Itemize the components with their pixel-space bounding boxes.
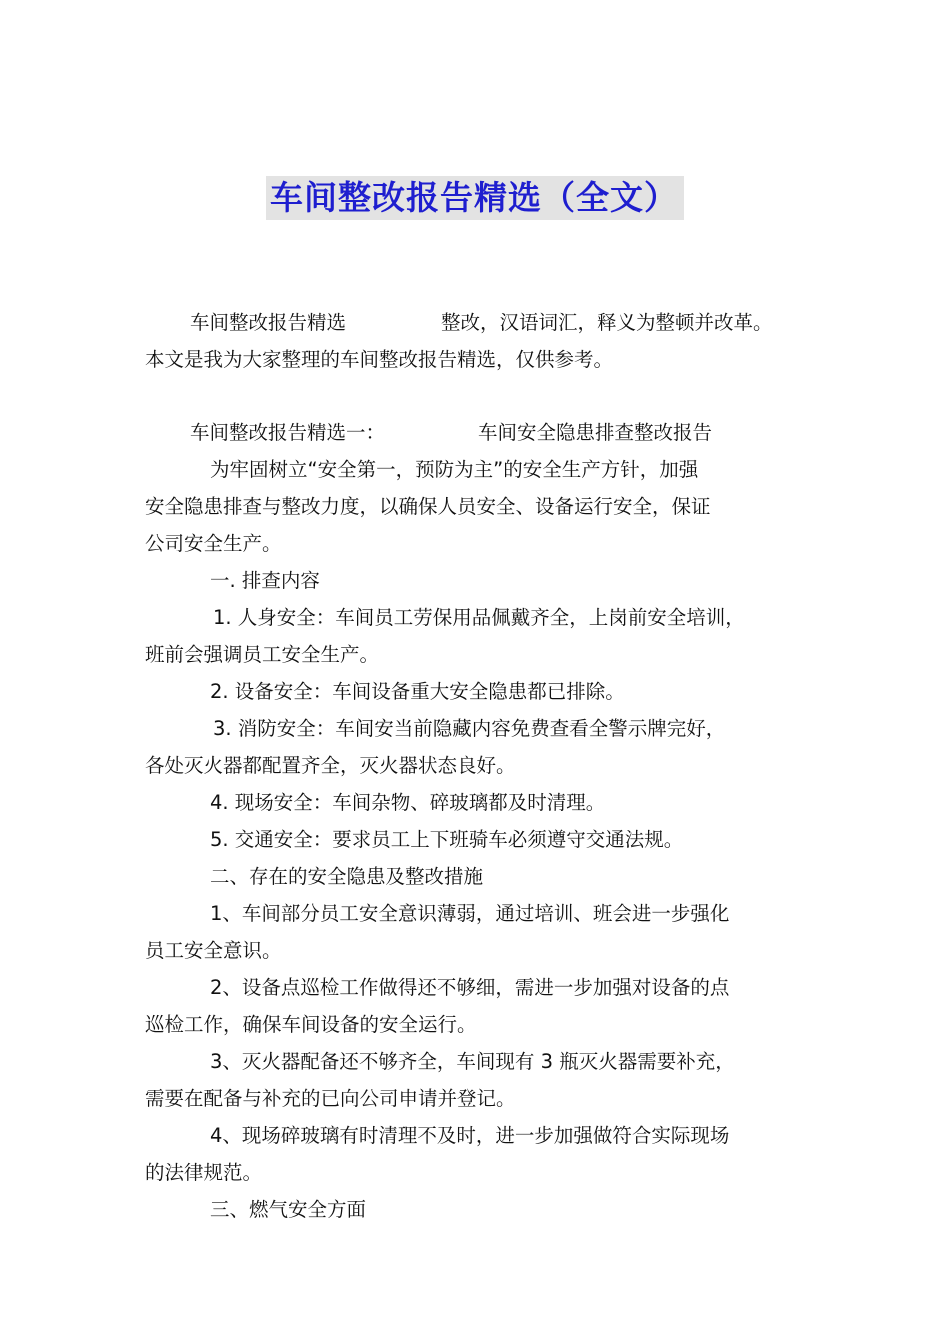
paragraph-line: 员工安全意识。 — [145, 939, 282, 962]
paragraph-line: 各处灭火器都配置齐全，灭火器状态良好。 — [145, 754, 516, 777]
list-item: 5. 交通安全：要求员工上下班骑车必须遵守交通法规。 — [210, 828, 684, 851]
list-item: 1、车间部分员工安全意识薄弱，通过培训、班会进一步强化 — [210, 902, 730, 925]
paragraph-line: 安全隐患排查与整改力度，以确保人员安全、设备运行安全，保证 — [145, 495, 711, 518]
section-heading: 三、燃气安全方面 — [210, 1198, 367, 1221]
paragraph-line: 为牢固树立“安全第一，预防为主”的安全生产方针，加强 — [210, 458, 699, 481]
intro-text-line1: 整改，汉语词汇，释义为整顿并改革。 — [441, 311, 773, 334]
intro-text-line2: 本文是我为大家整理的车间整改报告精选，仅供参考。 — [145, 348, 614, 371]
list-item: 2. 设备安全：车间设备重大安全隐患都已排除。 — [210, 680, 625, 703]
intro-label: 车间整改报告精选 — [190, 311, 347, 334]
section-one-label: 车间整改报告精选一： — [190, 421, 386, 444]
section-heading: 二、存在的安全隐患及整改措施 — [210, 865, 484, 888]
paragraph-line: 公司安全生产。 — [145, 532, 282, 555]
list-item: 1. 人身安全：车间员工劳保用品佩戴齐全，上岗前安全培训， — [213, 606, 745, 629]
section-heading: 一. 排查内容 — [210, 569, 320, 592]
paragraph-line: 需要在配备与补充的已向公司申请并登记。 — [145, 1087, 516, 1110]
list-item: 4、现场碎玻璃有时清理不及时，进一步加强做符合实际现场 — [210, 1124, 730, 1147]
title-wrap — [0, 176, 950, 220]
section-one-heading: 车间安全隐患排查整改报告 — [478, 421, 713, 444]
paragraph-line: 的法律规范。 — [145, 1161, 263, 1184]
paragraph-line: 巡检工作，确保车间设备的安全运行。 — [145, 1013, 477, 1036]
list-item: 2、设备点巡检工作做得还不够细，需进一步加强对设备的点 — [210, 976, 730, 999]
list-item: 3、灭火器配备还不够齐全，车间现有 3 瓶灭火器需要补充， — [210, 1050, 735, 1073]
document-title: 车间整改报告精选（全文） — [266, 176, 684, 220]
paragraph-line: 班前会强调员工安全生产。 — [145, 643, 380, 666]
list-item: 4. 现场安全：车间杂物、碎玻璃都及时清理。 — [210, 791, 606, 814]
list-item: 3. 消防安全：车间安当前隐藏内容免费查看全警示牌完好， — [213, 717, 726, 740]
